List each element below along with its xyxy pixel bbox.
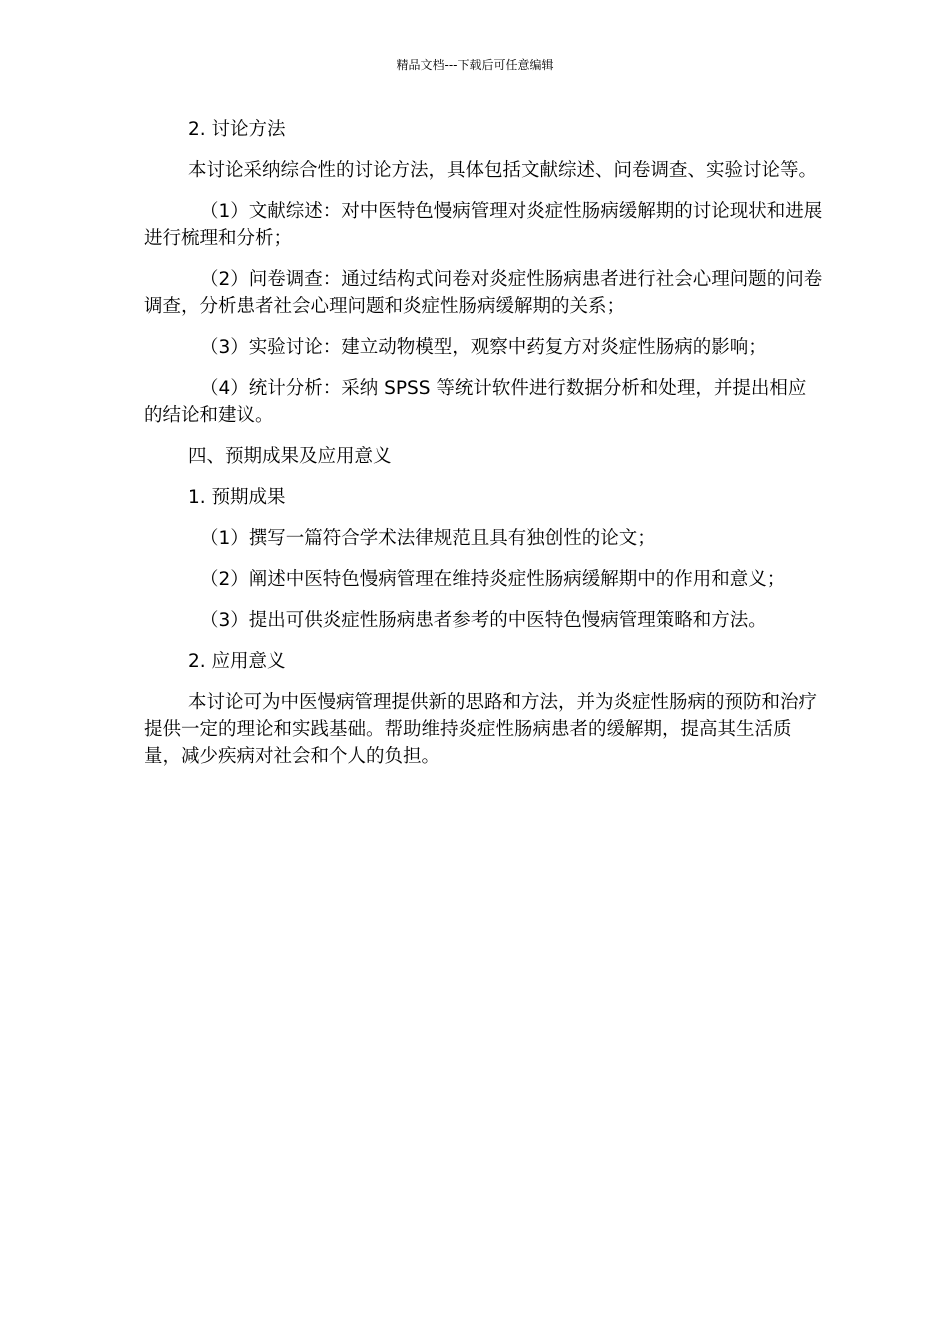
result-item-role: （2）阐述中医特色慢病管理在维持炎症性肠病缓解期中的作用和意义； [200,569,786,590]
significance-paragraph: 本讨论可为中医慢病管理提供新的思路和方法，并为炎症性肠病的预防和治疗提供一定的理论和实践基础。帮助维持炎症性肠病患者的缓解期，提高其生活质量，减少疾病对社会和个人的负担。 [144,692,818,767]
method-item-statistics: （4）统计分析：采纳 SPSS 等统计软件进行数据分析和处理，并提出相应的结论和建议。 [144,378,807,426]
section-heading-expected-results: 四、预期成果及应用意义 [188,446,392,467]
methods-intro-paragraph: 本讨论采纳综合性的讨论方法，具体包括文献综述、问卷调查、实验讨论等。 [188,160,818,181]
method-item-experiment: （3）实验讨论：建立动物模型，观察中药复方对炎症性肠病的影响； [200,337,767,358]
result-item-paper: （1）撰写一篇符合学术法律规范且具有独创性的论文； [200,528,656,549]
section-heading-methods: 2. 讨论方法 [188,119,286,140]
result-item-strategy: （3）提出可供炎症性肠病患者参考的中医特色慢病管理策略和方法。 [200,610,767,631]
method-item-questionnaire: （2）问卷调查：通过结构式问卷对炎症性肠病患者进行社会心理问题的问卷调查，分析患者社会心理问题和炎症性肠病缓解期的关系； [144,269,823,317]
method-item-literature-review: （1）文献综述：对中医特色慢病管理对炎症性肠病缓解期的讨论现状和进展进行梳理和分析； [144,201,823,249]
subsection-heading-expected-results: 1. 预期成果 [188,487,286,508]
subsection-heading-significance: 2. 应用意义 [188,651,286,672]
document-body [144,116,824,784]
page-header: 精品文档---下载后可任意编辑 [396,58,554,72]
